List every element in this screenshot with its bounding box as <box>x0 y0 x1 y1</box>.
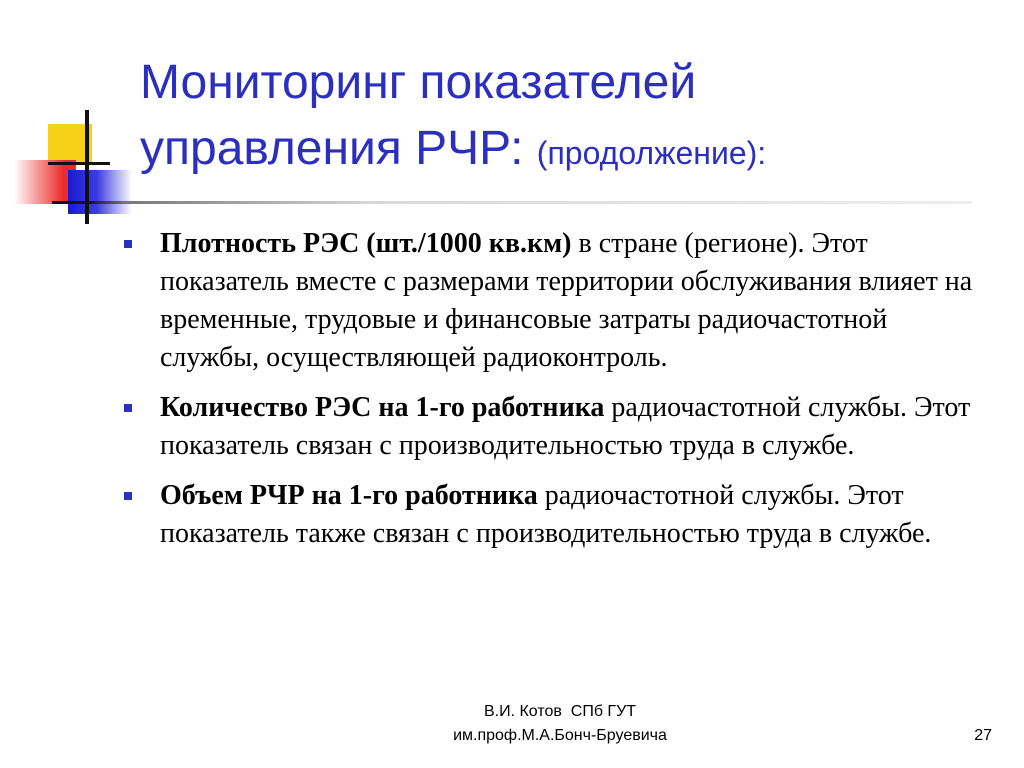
title-line-1: Мониторинг показателей <box>140 56 697 109</box>
bullet-item <box>120 225 990 377</box>
bullet-text: радиочастотной службы. Этот показатель связан с производительностью труда в службе. <box>160 392 971 461</box>
blue-square-shape <box>68 170 132 214</box>
bullet-item <box>120 477 990 553</box>
bullet-bold-text: Плотность РЭС (шт./1000 кв.км) <box>160 228 572 259</box>
footer-line-2: им.проф.М.А.Бонч-Бруевича <box>453 727 667 744</box>
bullet-text: в стране (регионе). Этот показатель вместе с размерами территории обслуживания влияет на временные, трудовые и финансовые затраты радиочастотной службы, осуществляющей радиоконтроль. <box>160 228 973 373</box>
bullet-icon <box>124 404 132 412</box>
bullet-bold-text: Объем РЧР на 1-го работника <box>160 480 538 511</box>
bullet-bold-text: Количество РЭС на 1-го работника <box>160 392 605 423</box>
horizontal-line-shape <box>48 162 110 165</box>
bullet-list <box>120 225 990 565</box>
vertical-line-shape <box>85 110 89 224</box>
title-line-2: управления РЧР: <box>140 122 524 175</box>
bullet-icon <box>124 492 132 500</box>
page-number: 27 <box>974 727 992 744</box>
decorative-logo-icon <box>0 0 160 240</box>
title-suffix: (продолжение): <box>536 135 767 171</box>
red-square-shape <box>14 160 76 204</box>
footer-line-1: В.И. Котов СПб ГУТ <box>483 703 637 720</box>
bullet-item <box>120 389 990 465</box>
title-underline <box>52 201 972 204</box>
bullet-text: радиочастотной службы. Этот показатель также связан с производительностью труда в службе. <box>160 480 932 549</box>
slide-title <box>140 50 1000 186</box>
bullet-icon <box>124 240 132 248</box>
footer-author <box>430 700 690 748</box>
